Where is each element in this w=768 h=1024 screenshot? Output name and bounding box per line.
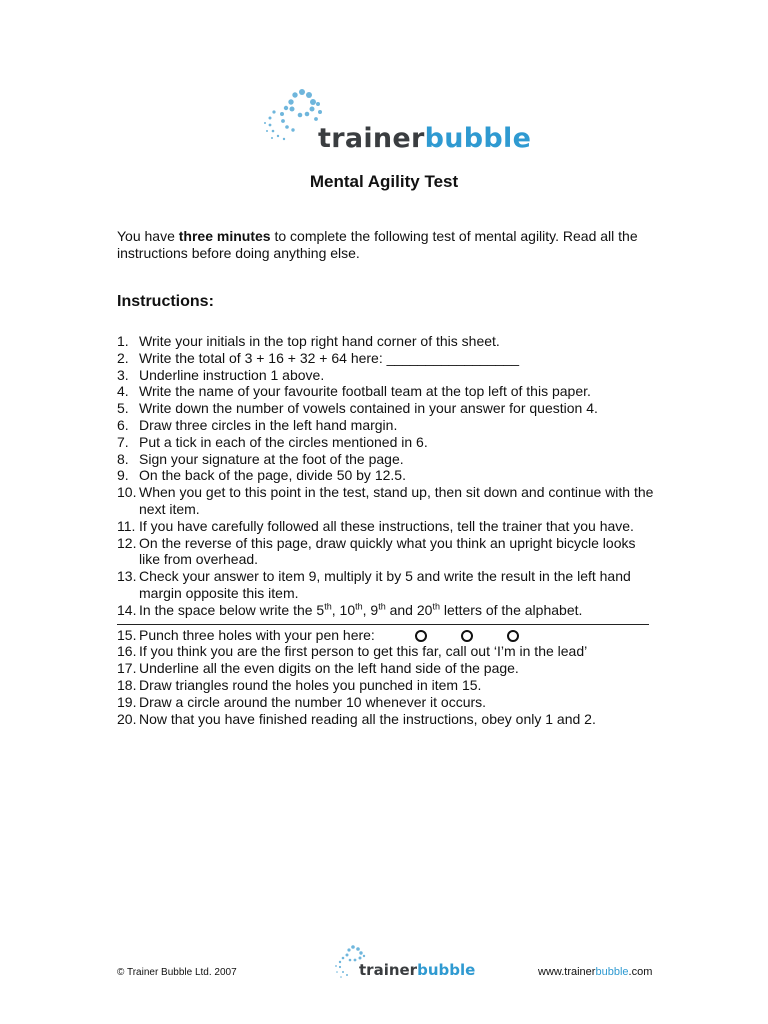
item14-sup-4: th xyxy=(432,601,440,612)
item15-text: Punch three holes with your pen here: xyxy=(139,626,375,643)
item-text: Draw triangles round the holes you punched in item 15. xyxy=(139,676,482,693)
list-item xyxy=(117,383,657,400)
item-text: On the back of the page, divide 50 by 12.5. xyxy=(139,467,406,484)
list-item xyxy=(117,333,657,350)
list-item xyxy=(117,484,657,518)
item-text: Write your initials in the top right hand corner of this sheet. xyxy=(139,333,500,349)
item-number: 17. xyxy=(117,660,137,677)
page-title: Mental Agility Test xyxy=(309,172,459,191)
list-item xyxy=(117,451,657,468)
hole-circle-icon xyxy=(415,630,427,642)
item-text: If you have carefully followed all these instructions, tell the trainer that you have. xyxy=(139,517,634,534)
item14-sup-2: th xyxy=(355,601,363,612)
list-item xyxy=(117,518,657,535)
item-number: 11. xyxy=(117,517,136,534)
item-text: Sign your signature at the foot of the page. xyxy=(139,450,404,467)
list-item xyxy=(117,660,657,677)
item-number: 4. xyxy=(117,383,129,400)
list-item xyxy=(117,417,657,434)
footer-word-light: bubble xyxy=(417,961,476,979)
item-text: When you get to this point in the test, stand up, then sit down and continue with the next item. xyxy=(139,484,654,517)
item-number: 18. xyxy=(117,676,137,693)
item-number: 16. xyxy=(117,643,137,660)
item-number: 13. xyxy=(117,568,137,585)
url-part-2: bubble xyxy=(595,966,629,978)
item14-text-2: , 10 xyxy=(331,601,356,618)
item-number: 14. xyxy=(117,601,137,618)
item-number: 12. xyxy=(117,534,137,551)
logo-word-light: bubble xyxy=(424,123,532,154)
item-number: 1. xyxy=(117,333,129,349)
answer-line xyxy=(117,624,649,625)
bubble-dots-icon xyxy=(262,86,322,156)
list-item xyxy=(117,602,657,619)
item-text: Check your answer to item 9, multiply it by 5 and write the result in the left hand margin opposite this item. xyxy=(139,568,631,601)
item-text: Write the total of 3 + 16 + 32 + 64 here: _________________ xyxy=(139,349,519,366)
item-text xyxy=(139,627,657,644)
item-number: 15. xyxy=(117,626,137,643)
url-part-1: www.trainer xyxy=(538,966,596,978)
instructions-heading: Instructions: xyxy=(117,293,214,310)
trainerbubble-logo xyxy=(262,86,532,156)
item-number: 9. xyxy=(117,467,129,484)
list-item xyxy=(117,535,657,569)
item14-text-5: letters of the alphabet. xyxy=(439,601,583,618)
list-item xyxy=(117,400,657,417)
item-number: 2. xyxy=(117,349,129,366)
item-text: Write the name of your favourite football team at the top left of this paper. xyxy=(139,383,591,400)
intro-paragraph xyxy=(117,228,657,262)
punch-holes xyxy=(415,627,553,644)
list-item xyxy=(117,350,657,367)
website-url[interactable] xyxy=(538,966,652,978)
item-number: 19. xyxy=(117,693,137,710)
item-number: 8. xyxy=(117,450,129,467)
item-text: Draw three circles in the left hand margin. xyxy=(139,416,398,433)
hole-circle-icon xyxy=(461,630,473,642)
item14-text-1: In the space below write the 5 xyxy=(139,601,325,618)
item-number: 10. xyxy=(117,484,137,501)
item-text xyxy=(139,602,657,619)
logo-wordmark xyxy=(318,123,531,154)
list-item xyxy=(117,694,657,711)
url-part-3: .com xyxy=(628,966,653,978)
item-number: 5. xyxy=(117,400,129,417)
list-item xyxy=(117,434,657,451)
item-text: Draw a circle around the number 10 whenever it occurs. xyxy=(139,693,487,710)
footer-logo xyxy=(331,944,476,984)
list-item xyxy=(117,367,657,384)
item14-sup-1: th xyxy=(324,601,332,612)
hole-circle-icon xyxy=(507,630,519,642)
item-text: Write down the number of vowels contained in your answer for question 4. xyxy=(139,400,598,417)
intro-emphasis: three minutes xyxy=(178,228,271,244)
item14-sup-3: th xyxy=(378,601,386,612)
item-text: On the reverse of this page, draw quickly what you think an upright bicycle looks like from overhead. xyxy=(139,534,636,568)
list-item xyxy=(117,627,657,644)
list-item xyxy=(117,568,657,602)
item-number: 6. xyxy=(117,416,129,433)
intro-text-end: to complete the following test of mental agility. Read all the instructions before doing anything else. xyxy=(117,228,638,261)
item14-text-3: , 9 xyxy=(362,601,379,618)
item-text: If you think you are the first person to get this far, call out ‘I’m in the lead’ xyxy=(139,643,588,660)
item-text: Underline instruction 1 above. xyxy=(139,366,325,383)
logo-word-dark: trainer xyxy=(318,123,425,154)
instructions-list xyxy=(117,333,657,727)
list-item xyxy=(117,711,657,728)
item-text: Underline all the even digits on the left hand side of the page. xyxy=(139,660,519,677)
list-item xyxy=(117,643,657,660)
intro-text-start: You have xyxy=(117,228,179,244)
copyright-text: © Trainer Bubble Ltd. 2007 xyxy=(117,967,237,978)
item-text: Now that you have finished reading all the instructions, obey only 1 and 2. xyxy=(139,710,596,727)
footer-wordmark xyxy=(359,961,475,979)
item-number: 20. xyxy=(117,710,137,727)
footer-word-dark: trainer xyxy=(359,961,418,979)
item-number: 3. xyxy=(117,366,129,383)
list-item xyxy=(117,467,657,484)
item-number: 7. xyxy=(117,433,129,450)
list-item xyxy=(117,677,657,694)
item-text: Put a tick in each of the circles mentioned in 6. xyxy=(139,433,428,450)
item14-text-4: and 20 xyxy=(385,601,433,618)
